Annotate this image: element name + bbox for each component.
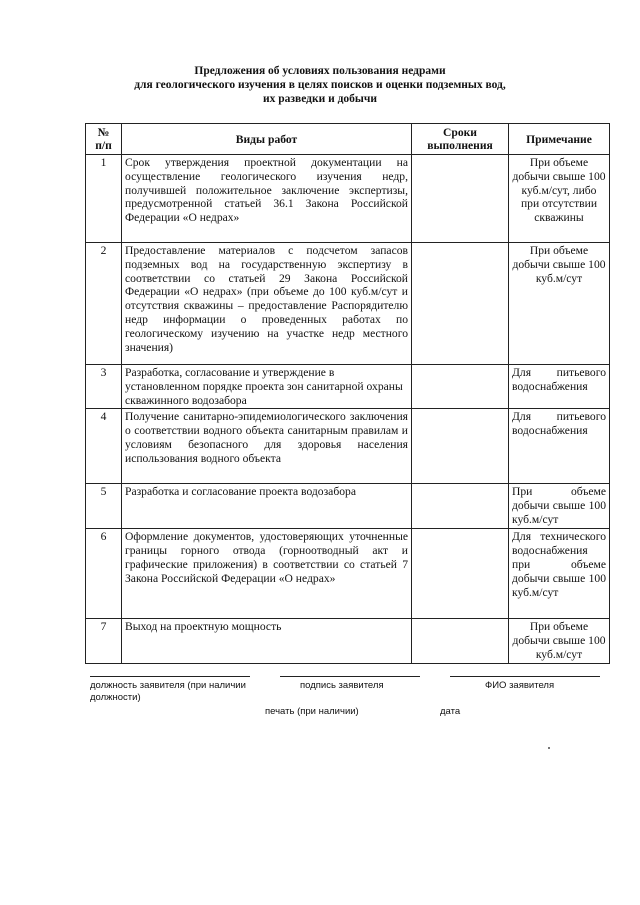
position-caption: должность заявителя (при наличии должности) (90, 680, 246, 703)
table-row (86, 365, 610, 409)
row-note: При объеме добычи свыше 100 куб.м/сут, либо при отсутствии скважины (509, 155, 610, 243)
title-line-3: их разведки и добычи (262, 93, 378, 105)
table-row (86, 484, 610, 529)
row-number: 7 (86, 619, 122, 664)
conditions-table (85, 123, 610, 664)
row-term (412, 365, 509, 409)
row-note: Для технического водоснабжения при объеме добычи свыше 100 куб.м/сут (509, 529, 610, 619)
row-note: При объеме добычи свыше 100 куб.м/сут (509, 243, 610, 365)
fio-line (450, 676, 600, 677)
row-term (412, 619, 509, 664)
position-line (90, 676, 250, 677)
row-work: Оформление документов, удостоверяющих уточненные границы горного отвода (горноотводный акт и графические приложения) в соответствии со статьей 7 Закона Российской Федерации «О недрах» (122, 529, 412, 619)
header-number-line-1: № (97, 126, 110, 139)
row-note: При объеме добычи свыше 100 куб.м/сут (509, 484, 610, 529)
stamp-caption: печать (при наличии) (265, 706, 359, 717)
row-term (412, 155, 509, 243)
header-terms (412, 124, 509, 155)
row-number: 3 (86, 365, 122, 409)
header-number (86, 124, 122, 155)
table-header-row (86, 124, 610, 155)
table-row (86, 619, 610, 664)
row-note: Для питьевого водоснабжения (509, 365, 610, 409)
row-number: 2 (86, 243, 122, 365)
row-term (412, 409, 509, 484)
speck (548, 747, 550, 749)
signature-line (280, 676, 420, 677)
title-line-1: Предложения об условиях пользования недрами (194, 65, 446, 77)
signature-caption: подпись заявителя (300, 680, 384, 691)
row-work: Срок утверждения проектной документации на осуществление геологического изучения недр, получившей положительное заключение экспертизы, предусмотренной статьей 36.1 Закона Российской Федерации «О недрах» (122, 155, 412, 243)
header-terms-line-1: Сроки (443, 126, 477, 139)
row-number: 6 (86, 529, 122, 619)
header-terms-line-2: выполнения (427, 139, 493, 152)
header-note: Примечание (509, 124, 610, 155)
header-number-line-2: п/п (95, 139, 112, 152)
row-work: Предоставление материалов с подсчетом запасов подземных вод на государственную экспертизу в соответствии со статьей 29 Закона Российской Федерации «О недрах» (при объеме до 100 куб.м/сут и отсутствия скважины – предоставление Распорядителю недр информации о проведенных работах по геологическому изучению на участке недр местного значения) (122, 243, 412, 365)
row-term (412, 484, 509, 529)
row-note: Для питьевого водоснабжения (509, 409, 610, 484)
table-row (86, 243, 610, 365)
fio-caption: ФИО заявителя (485, 680, 555, 691)
row-term (412, 529, 509, 619)
header-works: Виды работ (122, 124, 412, 155)
row-number: 5 (86, 484, 122, 529)
document-title (0, 64, 640, 106)
table-row (86, 529, 610, 619)
table-row (86, 409, 610, 484)
title-line-2: для геологического изучения в целях поисков и оценки подземных вод, (134, 79, 506, 91)
row-note: При объеме добычи свыше 100 куб.м/сут (509, 619, 610, 664)
row-number: 1 (86, 155, 122, 243)
date-caption: дата (440, 706, 461, 717)
row-work: Выход на проектную мощность (122, 619, 412, 664)
row-work: Получение санитарно-эпидемиологического заключения о соответствии водного объекта санитарным правилам и условиям безопасного для здоровья населения использования водного объекта (122, 409, 412, 484)
table-row (86, 155, 610, 243)
row-work: Разработка и согласование проекта водозабора (122, 484, 412, 529)
row-number: 4 (86, 409, 122, 484)
row-work: Разработка, согласование и утверждение в установленном порядке проекта зон санитарной охраны скважинного водозабора (122, 365, 412, 409)
row-term (412, 243, 509, 365)
